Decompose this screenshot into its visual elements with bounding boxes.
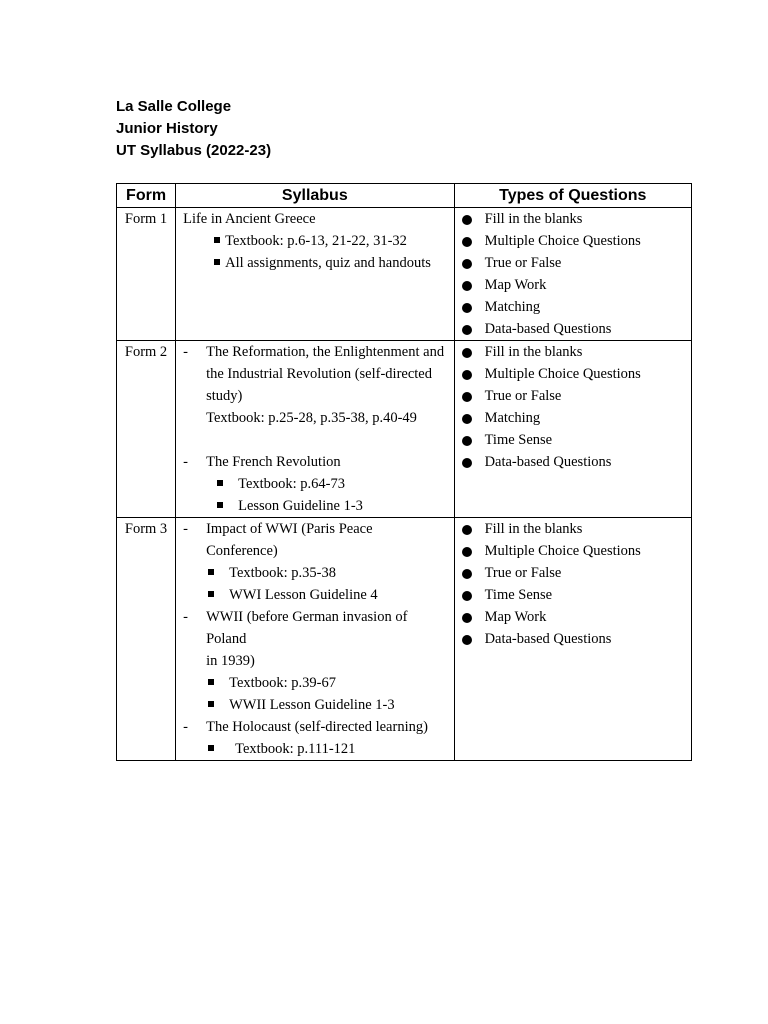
square-bullet-icon <box>217 480 223 486</box>
question-type: Time Sense <box>455 429 691 451</box>
table-row <box>117 518 692 761</box>
question-type: Map Work <box>455 606 691 628</box>
school-name: La Salle College <box>116 98 232 115</box>
question-type: Data-based Questions <box>455 628 691 650</box>
question-type: Time Sense <box>455 584 691 606</box>
form-cell: Form 1 <box>117 208 176 341</box>
topic: - Impact of WWI (Paris Peace Conference) <box>183 521 373 559</box>
bullet-icon <box>462 591 472 601</box>
square-bullet-icon <box>208 679 214 685</box>
topic: Life in Ancient Greece <box>183 211 316 227</box>
bullet-icon <box>462 325 472 335</box>
question-type: Data-based Questions <box>455 451 691 473</box>
question-type: True or False <box>455 385 691 407</box>
list-item: Textbook: p.6-13, 21-22, 31-32 <box>183 230 447 252</box>
bullet-icon <box>462 613 472 623</box>
square-bullet-icon <box>217 502 223 508</box>
question-type: True or False <box>455 562 691 584</box>
bullet-icon <box>462 635 472 645</box>
topic: - The French Revolution <box>183 454 341 470</box>
syllabus-table <box>116 183 692 761</box>
bullet-icon <box>462 547 472 557</box>
question-type: Data-based Questions <box>455 318 691 340</box>
question-type: Multiple Choice Questions <box>455 230 691 252</box>
form-cell: Form 3 <box>117 518 176 761</box>
list-item: Textbook: p.111-121 <box>183 738 447 760</box>
question-type: Matching <box>455 407 691 429</box>
list-item: Textbook: p.64-73 <box>183 473 447 495</box>
bullet-icon <box>462 569 472 579</box>
question-type: Fill in the blanks <box>455 341 691 363</box>
bullet-icon <box>462 392 472 402</box>
document-title: UT Syllabus (2022-23) <box>116 142 272 159</box>
question-type: Multiple Choice Questions <box>455 363 691 385</box>
bullet-icon <box>462 303 472 313</box>
list-item: All assignments, quiz and handouts <box>183 252 447 274</box>
syllabus-cell <box>176 208 454 341</box>
questions-cell <box>454 341 691 518</box>
table-row <box>117 208 692 341</box>
bullet-icon <box>462 348 472 358</box>
topic: - The Holocaust (self-directed learning) <box>183 719 428 735</box>
bullet-icon <box>462 259 472 269</box>
question-type: Matching <box>455 296 691 318</box>
list-item: Textbook: p.35-38 <box>183 562 447 584</box>
bullet-icon <box>462 237 472 247</box>
document-header <box>116 96 271 162</box>
question-type: True or False <box>455 252 691 274</box>
list-item: Lesson Guideline 1-3 <box>183 495 447 517</box>
syllabus-cell <box>176 341 454 518</box>
bullet-icon <box>462 215 472 225</box>
table-row <box>117 341 692 518</box>
question-type: Map Work <box>455 274 691 296</box>
topic: - WWII (before German invasion of Poland in 1939) <box>183 609 408 669</box>
header-syllabus: Syllabus <box>176 184 454 208</box>
table-header-row <box>117 184 692 208</box>
list-item: WWI Lesson Guideline 4 <box>183 584 447 606</box>
list-item: Textbook: p.39-67 <box>183 672 447 694</box>
header-questions: Types of Questions <box>454 184 691 208</box>
question-type: Fill in the blanks <box>455 208 691 230</box>
square-bullet-icon <box>208 569 214 575</box>
header-form: Form <box>117 184 176 208</box>
form-cell: Form 2 <box>117 341 176 518</box>
bullet-icon <box>462 436 472 446</box>
questions-cell <box>454 208 691 341</box>
question-type: Multiple Choice Questions <box>455 540 691 562</box>
bullet-icon <box>462 458 472 468</box>
square-bullet-icon <box>208 701 214 707</box>
bullet-icon <box>462 370 472 380</box>
questions-cell <box>454 518 691 761</box>
syllabus-cell <box>176 518 454 761</box>
subject-name: Junior History <box>116 120 218 137</box>
topic: - The Reformation, the Enlightenment and the Industrial Revolution (self-directed study) Textbook: p.25-28, p.35-38, p.40-49 <box>183 344 445 426</box>
list-item: WWII Lesson Guideline 1-3 <box>183 694 447 716</box>
question-type: Fill in the blanks <box>455 518 691 540</box>
square-bullet-icon <box>214 259 220 265</box>
bullet-icon <box>462 281 472 291</box>
square-bullet-icon <box>208 591 214 597</box>
square-bullet-icon <box>208 745 214 751</box>
bullet-icon <box>462 525 472 535</box>
bullet-icon <box>462 414 472 424</box>
square-bullet-icon <box>214 237 220 243</box>
